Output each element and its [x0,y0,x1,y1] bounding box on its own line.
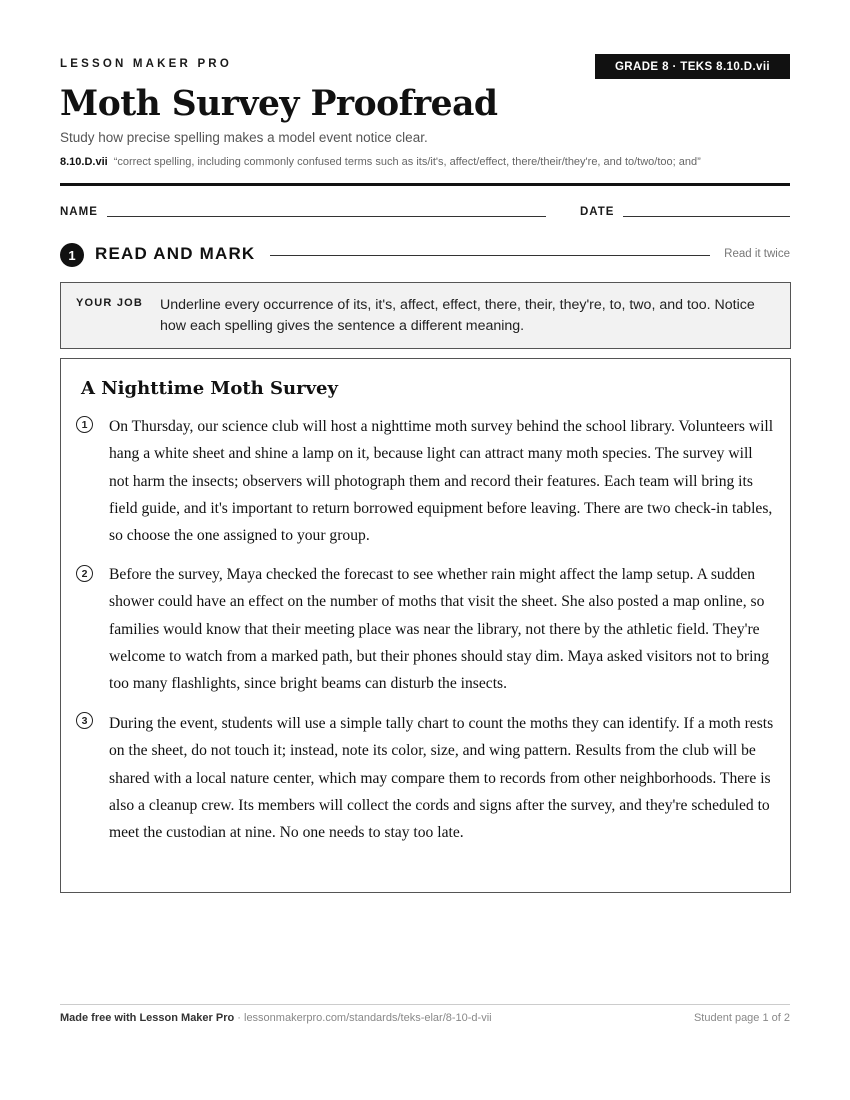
date-label: DATE [580,206,615,218]
paragraph-1: On Thursday, our science club will host a nighttime moth survey behind the school library. Volunteers will hang a white sheet and shine a lamp on it, because light can attract many moth species. The survey will not harm the insects; observers will photograph them and record their features. Each team will bring its field guide, and it's important to return borrowed equipment before leaving. There are two check-in tables, so choose the one assigned to your group. [109,418,774,545]
footer-divider [60,1004,790,1005]
header-divider [60,183,790,186]
date-field-line[interactable] [623,216,790,217]
page-subtitle: Study how precise spelling makes a model event notice clear. [60,130,428,145]
reading-passage [60,358,791,893]
paragraph-number-2: 2 [76,565,93,582]
footer-separator: · [234,1012,244,1024]
name-label: NAME [60,206,98,218]
brand-name: LESSON MAKER PRO [60,58,232,70]
section-number-badge: 1 [60,243,84,267]
standard-text: “correct spelling, including commonly confused terms such as its/it's, affect/effect, there/their/they're, and to/two/too; and” [113,156,701,168]
passage-title: A Nighttime Moth Survey [81,378,338,399]
section-note: Read it twice [724,248,790,260]
footer-made-with: Made free with Lesson Maker Pro [60,1012,235,1024]
section-divider [270,255,710,256]
paragraph-2: Before the survey, Maya checked the forecast to see whether rain might affect the lamp setup. A sudden shower could have an effect on the number of moths that visit the sheet. She also posted a map online, so families would know that their meeting place was near the library, not there by the athletic field. They're welcome to watch from a marked path, but their phones should stay dim. Maya asked visitors not to bring too many flashlights, since bright beams can disturb the insects. [109,566,770,693]
grade-badge: GRADE 8 · TEKS 8.10.D.vii [595,54,790,79]
standard-code: 8.10.D.vii [60,156,108,168]
instructions-label: YOUR JOB [76,297,144,309]
instructions-box [60,282,791,349]
section-title: READ AND MARK [95,244,256,263]
name-field-line[interactable] [107,216,546,217]
page-indicator: Student page 1 of 2 [693,1012,790,1024]
paragraph-number-3: 3 [76,712,93,729]
footer-credit [60,1012,492,1024]
footer-link[interactable]: lessonmakerpro.com/standards/teks-elar/8-10-d-vii [244,1012,492,1024]
instructions-text: Underline every occurrence of its, it's, affect, effect, there, their, they're, to, two, and too. Notice how each spelling gives the sentence a different meaning. [160,297,755,334]
page-title: Moth Survey Proofread [60,84,498,124]
paragraph-number-1: 1 [76,416,93,433]
paragraph-3: During the event, students will use a simple tally chart to count the moths they can identify. If a moth rests on the sheet, do not touch it; instead, note its color, size, and wing pattern. Results from the club will be shared with a local nature center, which may compare them to records from other neighborhoods. There is also a cleanup crew. Its members will collect the cords and signs after the survey, and they're scheduled to meet the custodian at nine. No one needs to stay too late. [109,715,774,842]
standard-line [60,156,701,168]
